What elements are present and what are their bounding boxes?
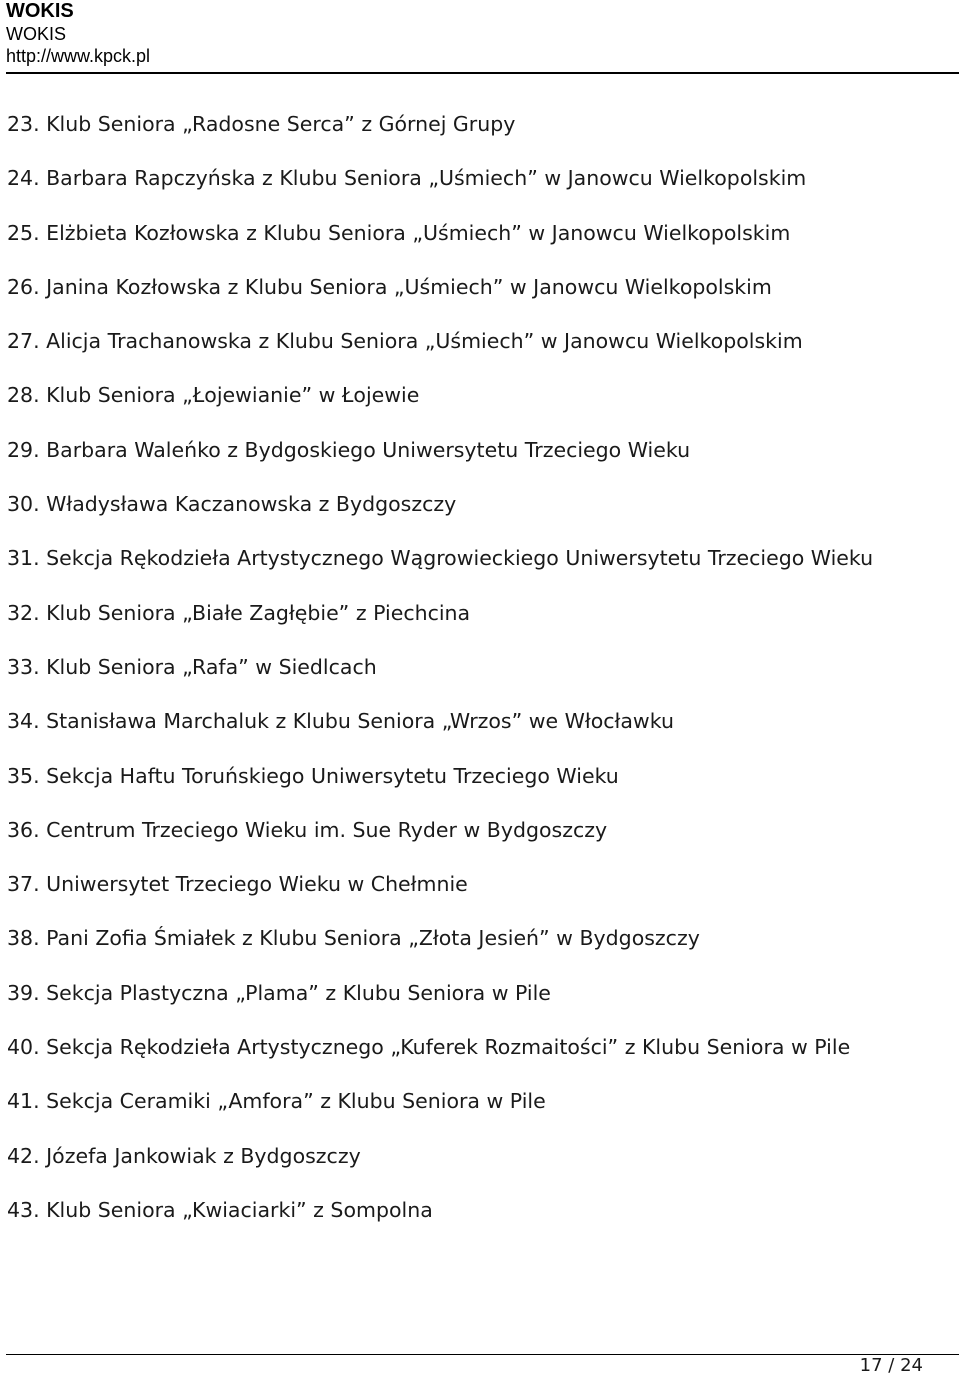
list-item: 26. Janina Kozłowska z Klubu Seniora „Uśmiech” w Janowcu Wielkopolskim	[7, 274, 772, 299]
header-divider	[6, 72, 959, 74]
list-item: 34. Stanisława Marchaluk z Klubu Seniora „Wrzos” we Włocławku	[7, 709, 674, 734]
list-item: 39. Sekcja Plastyczna „Plama” z Klubu Seniora w Pile	[7, 980, 551, 1005]
entry-list	[7, 109, 873, 1249]
list-item: 36. Centrum Trzeciego Wieku im. Sue Ryder w Bydgoszczy	[7, 817, 608, 842]
list-item: 27. Alicja Trachanowska z Klubu Seniora „Uśmiech” w Janowcu Wielkopolskim	[7, 329, 803, 354]
list-item: 35. Sekcja Haftu Toruńskiego Uniwersytetu Trzeciego Wieku	[7, 763, 619, 788]
list-item: 38. Pani Zofia Śmiałek z Klubu Seniora „Złota Jesień” w Bydgoszczy	[7, 926, 700, 951]
list-item: 40. Sekcja Rękodzieła Artystycznego „Kuferek Rozmaitości” z Klubu Seniora w Pile	[7, 1035, 851, 1060]
header-title: WOKIS	[6, 0, 74, 22]
list-item: 31. Sekcja Rękodzieła Artystycznego Wągrowieckiego Uniwersytetu Trzeciego Wieku	[7, 546, 874, 571]
document-header	[6, 0, 956, 67]
list-item: 32. Klub Seniora „Białe Zagłębie” z Piechcina	[7, 600, 471, 625]
list-item: 29. Barbara Waleńko z Bydgoskiego Uniwersytetu Trzeciego Wieku	[7, 437, 691, 462]
list-item: 28. Klub Seniora „Łojewianie” w Łojewie	[7, 383, 420, 408]
page-number: 17 / 24	[859, 1355, 923, 1376]
list-item: 25. Elżbieta Kozłowska z Klubu Seniora „Uśmiech” w Janowcu Wielkopolskim	[7, 220, 791, 245]
list-item: 23. Klub Seniora „Radosne Serca” z Górnej Grupy	[7, 112, 516, 136]
header-url: http://www.kpck.pl	[6, 46, 151, 66]
list-item: 42. Józefa Jankowiak z Bydgoszczy	[7, 1143, 361, 1168]
list-item: 24. Barbara Rapczyńska z Klubu Seniora „Uśmiech” w Janowcu Wielkopolskim	[7, 166, 807, 191]
list-item: 41. Sekcja Ceramiki „Amfora” z Klubu Seniora w Pile	[7, 1089, 546, 1114]
header-subtitle: WOKIS	[6, 24, 67, 44]
list-item: 30. Władysława Kaczanowska z Bydgoszczy	[7, 492, 457, 517]
footer-divider	[6, 1354, 959, 1355]
list-item: 37. Uniwersytet Trzeciego Wieku w Chełmnie	[7, 872, 468, 897]
list-item: 33. Klub Seniora „Rafa” w Siedlcach	[7, 654, 377, 679]
list-item: 43. Klub Seniora „Kwiaciarki” z Sompolna	[7, 1197, 433, 1222]
